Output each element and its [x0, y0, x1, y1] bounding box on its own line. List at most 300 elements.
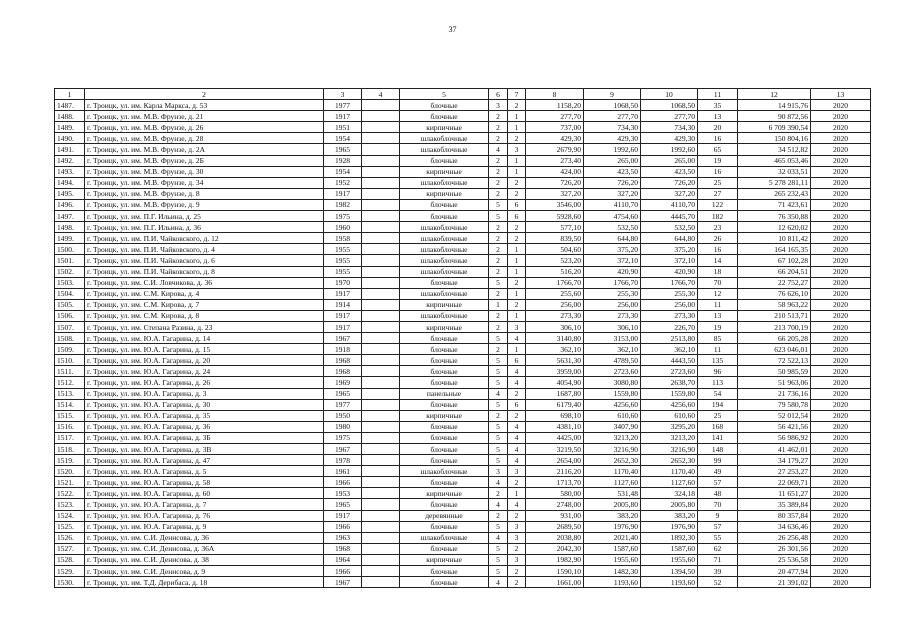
address-cell: г. Троицк, ул. им. М.В. Фрунзе, д. 8	[85, 188, 324, 199]
living-area-cell: 2652,30	[641, 455, 698, 466]
total-area-cell: 839,50	[526, 233, 584, 244]
entrances-cell: 2	[508, 388, 526, 399]
entrances-cell: 4	[508, 377, 526, 388]
cost-cell: 79 580,78	[738, 399, 811, 410]
total-area-cell: 4054,90	[526, 377, 584, 388]
total-area-cell: 3219,50	[526, 444, 584, 455]
entrances-cell: 6	[508, 211, 526, 222]
planned-year-cell: 2020	[811, 266, 871, 277]
cost-cell: 35 389,84	[738, 499, 811, 510]
record-number-cell: 1488.	[55, 111, 85, 122]
living-area-cell: 1587,60	[641, 543, 698, 554]
floors-cell: 5	[489, 543, 508, 554]
planned-year-cell: 2020	[811, 222, 871, 233]
address-cell: г. Троицк, ул. им. М.В. Фрунзе, д. 28	[85, 133, 324, 144]
blank-cell-cell	[362, 122, 400, 133]
planned-year-cell: 2020	[811, 499, 871, 510]
cost-cell: 41 462,01	[738, 444, 811, 455]
address-cell: г. Троицк, ул. им. Ю.А. Гагарина, д. 3В	[85, 444, 324, 455]
column-number-cell: 6	[489, 89, 508, 100]
address-cell: г. Троицк, ул. им. Ю.А. Гагарина, д. 26	[85, 377, 324, 388]
address-cell: г. Троицк, ул. им. С.И. Денисова, д. 36	[85, 532, 324, 543]
residential-area-cell: 1766,70	[584, 277, 641, 288]
record-number-cell: 1528.	[55, 554, 85, 565]
wall-material-cell: кирпичные	[400, 554, 489, 565]
address-cell: г. Троицк, ул. им. Ю.А. Гагарина, д. 7	[85, 499, 324, 510]
total-area-cell: 2042,30	[526, 543, 584, 554]
wall-material-cell: шлакоблочные	[400, 288, 489, 299]
column-number-row	[55, 89, 871, 100]
address-cell: г. Троицк, ул. им. С.И. Денисова, д. 38	[85, 554, 324, 565]
column-number-cell: 7	[508, 89, 526, 100]
floors-cell: 4	[489, 388, 508, 399]
record-number-cell: 1526.	[55, 532, 85, 543]
record-number-cell: 1508.	[55, 333, 85, 344]
living-area-cell: 255,30	[641, 288, 698, 299]
page-number: 37	[448, 25, 457, 34]
table-row	[55, 244, 871, 255]
record-number-cell: 1514.	[55, 399, 85, 410]
column-number-cell: 1	[55, 89, 85, 100]
entrances-cell: 4	[508, 366, 526, 377]
residents-cell: 85	[698, 333, 738, 344]
record-number-cell: 1506.	[55, 310, 85, 321]
living-area-cell: 3216,90	[641, 444, 698, 455]
living-area-cell: 644,80	[641, 233, 698, 244]
planned-year-cell: 2020	[811, 299, 871, 310]
cost-cell: 56 986,92	[738, 432, 811, 443]
living-area-cell: 734,30	[641, 122, 698, 133]
planned-year-cell: 2020	[811, 100, 871, 111]
table-row	[55, 344, 871, 355]
residents-cell: 16	[698, 166, 738, 177]
year-built-cell: 1963	[324, 532, 362, 543]
residential-area-cell: 1955,60	[584, 554, 641, 565]
total-area-cell: 1661,00	[526, 577, 584, 588]
blank-cell-cell	[362, 266, 400, 277]
table-row	[55, 410, 871, 421]
residential-area-cell: 1193,60	[584, 577, 641, 588]
floors-cell: 5	[489, 366, 508, 377]
table-row	[55, 222, 871, 233]
year-built-cell: 1966	[324, 566, 362, 577]
residents-cell: 12	[698, 288, 738, 299]
blank-cell-cell	[362, 510, 400, 521]
record-number-cell: 1521.	[55, 477, 85, 488]
residential-area-cell: 429,30	[584, 133, 641, 144]
residential-area-cell: 265,00	[584, 155, 641, 166]
residents-cell: 57	[698, 477, 738, 488]
living-area-cell: 1127,60	[641, 477, 698, 488]
address-cell: г. Троицк, ул. им. М.В. Фрунзе, д. 2Б	[85, 155, 324, 166]
blank-cell-cell	[362, 388, 400, 399]
living-area-cell: 420,90	[641, 266, 698, 277]
residents-cell: 26	[698, 233, 738, 244]
living-area-cell: 3295,20	[641, 421, 698, 432]
table-row	[55, 543, 871, 554]
residential-area-cell: 1170,40	[584, 466, 641, 477]
wall-material-cell: кирпичные	[400, 166, 489, 177]
residents-cell: 52	[698, 577, 738, 588]
wall-material-cell: шлакоблочные	[400, 133, 489, 144]
year-built-cell: 1980	[324, 421, 362, 432]
wall-material-cell: шлакоблочные	[400, 233, 489, 244]
record-number-cell: 1501.	[55, 255, 85, 266]
address-cell: г. Троицк, ул. им. П.Г. Ильина, д. 36	[85, 222, 324, 233]
living-area-cell: 1559,80	[641, 388, 698, 399]
blank-cell-cell	[362, 521, 400, 532]
total-area-cell: 1713,70	[526, 477, 584, 488]
total-area-cell: 2689,50	[526, 521, 584, 532]
table-row	[55, 199, 871, 210]
total-area-cell: 2116,20	[526, 466, 584, 477]
record-number-cell: 1500.	[55, 244, 85, 255]
blank-cell-cell	[362, 211, 400, 222]
total-area-cell: 931,00	[526, 510, 584, 521]
residents-cell: 9	[698, 510, 738, 521]
record-number-cell: 1509.	[55, 344, 85, 355]
year-built-cell: 1965	[324, 499, 362, 510]
living-area-cell: 324,18	[641, 488, 698, 499]
total-area-cell: 2654,00	[526, 455, 584, 466]
total-area-cell: 580,00	[526, 488, 584, 499]
year-built-cell: 1975	[324, 432, 362, 443]
floors-cell: 2	[489, 266, 508, 277]
record-number-cell: 1513.	[55, 388, 85, 399]
floors-cell: 5	[489, 355, 508, 366]
total-area-cell: 2679,90	[526, 144, 584, 155]
address-cell: г. Троицк, ул. им. С.И. Ловчикова, д. 36	[85, 277, 324, 288]
record-number-cell: 1490.	[55, 133, 85, 144]
entrances-cell: 6	[508, 399, 526, 410]
planned-year-cell: 2020	[811, 188, 871, 199]
cost-cell: 623 046,01	[738, 344, 811, 355]
planned-year-cell: 2020	[811, 155, 871, 166]
wall-material-cell: блочные	[400, 421, 489, 432]
planned-year-cell: 2020	[811, 344, 871, 355]
residential-area-cell: 383,20	[584, 510, 641, 521]
floors-cell: 3	[489, 466, 508, 477]
record-number-cell: 1529.	[55, 566, 85, 577]
record-number-cell: 1505.	[55, 299, 85, 310]
record-number-cell: 1519.	[55, 455, 85, 466]
residents-cell: 25	[698, 177, 738, 188]
floors-cell: 2	[489, 122, 508, 133]
living-area-cell: 2638,70	[641, 377, 698, 388]
planned-year-cell: 2020	[811, 566, 871, 577]
address-cell: г. Троицк, ул. им. Ю.А. Гагарина, д. 47	[85, 455, 324, 466]
wall-material-cell: блочные	[400, 366, 489, 377]
planned-year-cell: 2020	[811, 432, 871, 443]
year-built-cell: 1978	[324, 455, 362, 466]
entrances-cell: 1	[508, 111, 526, 122]
blank-cell-cell	[362, 410, 400, 421]
blank-cell-cell	[362, 355, 400, 366]
blank-cell-cell	[362, 277, 400, 288]
planned-year-cell: 2020	[811, 388, 871, 399]
blank-cell-cell	[362, 377, 400, 388]
residential-area-cell: 532,50	[584, 222, 641, 233]
record-number-cell: 1523.	[55, 499, 85, 510]
table-row	[55, 421, 871, 432]
total-area-cell: 277,70	[526, 111, 584, 122]
record-number-cell: 1510.	[55, 355, 85, 366]
table-row	[55, 299, 871, 310]
floors-cell: 2	[489, 244, 508, 255]
table-row	[55, 100, 871, 111]
entrances-cell: 4	[508, 444, 526, 455]
cost-cell: 20 477,94	[738, 566, 811, 577]
cost-cell: 72 522,13	[738, 355, 811, 366]
blank-cell-cell	[362, 222, 400, 233]
year-built-cell: 1952	[324, 177, 362, 188]
address-cell: г. Троицк, ул. им. М.В. Фрунзе, д. 21	[85, 111, 324, 122]
table-row	[55, 122, 871, 133]
floors-cell: 2	[489, 410, 508, 421]
residents-cell: 13	[698, 111, 738, 122]
table-row	[55, 566, 871, 577]
residential-area-cell: 1068,50	[584, 100, 641, 111]
cost-cell: 76 626,10	[738, 288, 811, 299]
planned-year-cell: 2020	[811, 377, 871, 388]
table-row	[55, 310, 871, 321]
floors-cell: 5	[489, 521, 508, 532]
record-number-cell: 1499.	[55, 233, 85, 244]
residents-cell: 113	[698, 377, 738, 388]
table-row	[55, 477, 871, 488]
blank-cell-cell	[362, 421, 400, 432]
address-cell: г. Троицк, ул. им. Ю.А. Гагарина, д. 9	[85, 521, 324, 532]
residential-area-cell: 1992,60	[584, 144, 641, 155]
table-row	[55, 277, 871, 288]
entrances-cell: 3	[508, 521, 526, 532]
year-built-cell: 1928	[324, 155, 362, 166]
total-area-cell: 327,20	[526, 188, 584, 199]
address-cell: г. Троицк, ул. им. М.В. Фрунзе, д. 30	[85, 166, 324, 177]
blank-cell-cell	[362, 188, 400, 199]
address-cell: г. Троицк, ул. им. Ю.А. Гагарина, д. 60	[85, 488, 324, 499]
residential-area-cell: 1127,60	[584, 477, 641, 488]
residents-cell: 11	[698, 344, 738, 355]
year-built-cell: 1917	[324, 310, 362, 321]
table-row	[55, 155, 871, 166]
record-number-cell: 1495.	[55, 188, 85, 199]
planned-year-cell: 2020	[811, 510, 871, 521]
year-built-cell: 1954	[324, 133, 362, 144]
planned-year-cell: 2020	[811, 399, 871, 410]
cost-cell: 90 872,56	[738, 111, 811, 122]
wall-material-cell: блочные	[400, 444, 489, 455]
table-row	[55, 366, 871, 377]
record-number-cell: 1503.	[55, 277, 85, 288]
residential-area-cell: 3216,90	[584, 444, 641, 455]
living-area-cell: 226,70	[641, 321, 698, 332]
blank-cell-cell	[362, 310, 400, 321]
planned-year-cell: 2020	[811, 233, 871, 244]
floors-cell: 4	[489, 532, 508, 543]
record-number-cell: 1492.	[55, 155, 85, 166]
address-cell: г. Троицк, ул. им. М.В. Фрунзе, д. 9	[85, 199, 324, 210]
wall-material-cell: кирпичные	[400, 122, 489, 133]
planned-year-cell: 2020	[811, 410, 871, 421]
wall-material-cell: блочные	[400, 399, 489, 410]
entrances-cell: 2	[508, 477, 526, 488]
cost-cell: 26 301,56	[738, 543, 811, 554]
table-row	[55, 177, 871, 188]
total-area-cell: 5631,30	[526, 355, 584, 366]
entrances-cell: 1	[508, 155, 526, 166]
residential-area-cell: 2021,40	[584, 532, 641, 543]
blank-cell-cell	[362, 532, 400, 543]
address-cell: г. Троицк, ул. им. Ю.А. Гагарина, д. 30	[85, 399, 324, 410]
year-built-cell: 1964	[324, 554, 362, 565]
table-row	[55, 499, 871, 510]
total-area-cell: 273,40	[526, 155, 584, 166]
column-number-cell: 8	[526, 89, 584, 100]
residents-cell: 96	[698, 366, 738, 377]
total-area-cell: 3546,00	[526, 199, 584, 210]
record-number-cell: 1515.	[55, 410, 85, 421]
living-area-cell: 1394,50	[641, 566, 698, 577]
total-area-cell: 726,20	[526, 177, 584, 188]
residents-cell: 16	[698, 244, 738, 255]
residents-cell: 168	[698, 421, 738, 432]
living-area-cell: 610,60	[641, 410, 698, 421]
table-row	[55, 466, 871, 477]
entrances-cell: 3	[508, 554, 526, 565]
wall-material-cell: шлакоблочные	[400, 310, 489, 321]
wall-material-cell: блочные	[400, 155, 489, 166]
residential-area-cell: 3080,80	[584, 377, 641, 388]
table-row	[55, 166, 871, 177]
cost-cell: 22 752,27	[738, 277, 811, 288]
wall-material-cell: шлакоблочные	[400, 144, 489, 155]
year-built-cell: 1955	[324, 266, 362, 277]
living-area-cell: 327,20	[641, 188, 698, 199]
wall-material-cell: блочные	[400, 100, 489, 111]
residential-area-cell: 3407,90	[584, 421, 641, 432]
planned-year-cell: 2020	[811, 122, 871, 133]
address-cell: г. Троицк, ул. им. Ю.А. Гагарина, д. 3Б	[85, 432, 324, 443]
table-row	[55, 321, 871, 332]
table-row	[55, 444, 871, 455]
entrances-cell: 1	[508, 266, 526, 277]
entrances-cell: 4	[508, 432, 526, 443]
residents-cell: 70	[698, 277, 738, 288]
table-row	[55, 211, 871, 222]
cost-cell: 465 053,46	[738, 155, 811, 166]
cost-cell: 22 069,71	[738, 477, 811, 488]
living-area-cell: 375,20	[641, 244, 698, 255]
total-area-cell: 256,00	[526, 299, 584, 310]
table-row	[55, 510, 871, 521]
residents-cell: 148	[698, 444, 738, 455]
blank-cell-cell	[362, 554, 400, 565]
blank-cell-cell	[362, 255, 400, 266]
wall-material-cell: кирпичные	[400, 410, 489, 421]
record-number-cell: 1518.	[55, 444, 85, 455]
blank-cell-cell	[362, 166, 400, 177]
blank-cell-cell	[362, 299, 400, 310]
blank-cell-cell	[362, 499, 400, 510]
wall-material-cell: кирпичные	[400, 188, 489, 199]
address-cell: г. Троицк, ул. им. Ю.А. Гагарина, д. 35	[85, 410, 324, 421]
address-cell: г. Троицк, ул. им. Карла Маркса, д. 53	[85, 100, 324, 111]
entrances-cell: 2	[508, 177, 526, 188]
residential-area-cell: 423,50	[584, 166, 641, 177]
residential-area-cell: 277,70	[584, 111, 641, 122]
residential-area-cell: 2723,60	[584, 366, 641, 377]
year-built-cell: 1958	[324, 233, 362, 244]
entrances-cell: 2	[508, 577, 526, 588]
floors-cell: 5	[489, 277, 508, 288]
planned-year-cell: 2020	[811, 466, 871, 477]
blank-cell-cell	[362, 100, 400, 111]
residential-area-cell: 734,30	[584, 122, 641, 133]
wall-material-cell: блочные	[400, 521, 489, 532]
total-area-cell: 362,10	[526, 344, 584, 355]
planned-year-cell: 2020	[811, 244, 871, 255]
blank-cell-cell	[362, 111, 400, 122]
planned-year-cell: 2020	[811, 488, 871, 499]
total-area-cell: 424,00	[526, 166, 584, 177]
cost-cell: 66 204,51	[738, 266, 811, 277]
year-built-cell: 1961	[324, 466, 362, 477]
floors-cell: 1	[489, 299, 508, 310]
year-built-cell: 1965	[324, 144, 362, 155]
year-built-cell: 1955	[324, 244, 362, 255]
wall-material-cell: блочные	[400, 432, 489, 443]
entrances-cell: 4	[508, 455, 526, 466]
blank-cell-cell	[362, 566, 400, 577]
wall-material-cell: блочные	[400, 566, 489, 577]
residents-cell: 141	[698, 432, 738, 443]
residents-cell: 194	[698, 399, 738, 410]
address-cell: г. Троицк, ул. им. П.И. Чайковского, д. 12	[85, 233, 324, 244]
address-cell: г. Троицк, ул. им. Ю.А. Гагарина, д. 14	[85, 333, 324, 344]
wall-material-cell: блочные	[400, 277, 489, 288]
table-row	[55, 111, 871, 122]
cost-cell: 66 205,28	[738, 333, 811, 344]
living-area-cell: 362,10	[641, 344, 698, 355]
living-area-cell: 1766,70	[641, 277, 698, 288]
table-row	[55, 488, 871, 499]
year-built-cell: 1968	[324, 355, 362, 366]
table-row	[55, 288, 871, 299]
address-cell: г. Троицк, ул. им. П.И. Чайковского, д. 4	[85, 244, 324, 255]
cost-cell: 32 033,51	[738, 166, 811, 177]
planned-year-cell: 2020	[811, 166, 871, 177]
living-area-cell: 256,00	[641, 299, 698, 310]
wall-material-cell: шлакоблочные	[400, 177, 489, 188]
entrances-cell: 2	[508, 222, 526, 233]
planned-year-cell: 2020	[811, 543, 871, 554]
record-number-cell: 1502.	[55, 266, 85, 277]
floors-cell: 3	[489, 100, 508, 111]
year-built-cell: 1951	[324, 122, 362, 133]
address-cell: г. Троицк, ул. им. Ю.А. Гагарина, д. 24	[85, 366, 324, 377]
residents-cell: 65	[698, 144, 738, 155]
year-built-cell: 1917	[324, 111, 362, 122]
residents-cell: 71	[698, 554, 738, 565]
address-cell: г. Троицк, ул. им. С.М. Кирова, д. 7	[85, 299, 324, 310]
wall-material-cell: блочные	[400, 455, 489, 466]
table-row	[55, 144, 871, 155]
year-built-cell: 1967	[324, 333, 362, 344]
record-number-cell: 1520.	[55, 466, 85, 477]
blank-cell-cell	[362, 321, 400, 332]
floors-cell: 2	[489, 233, 508, 244]
